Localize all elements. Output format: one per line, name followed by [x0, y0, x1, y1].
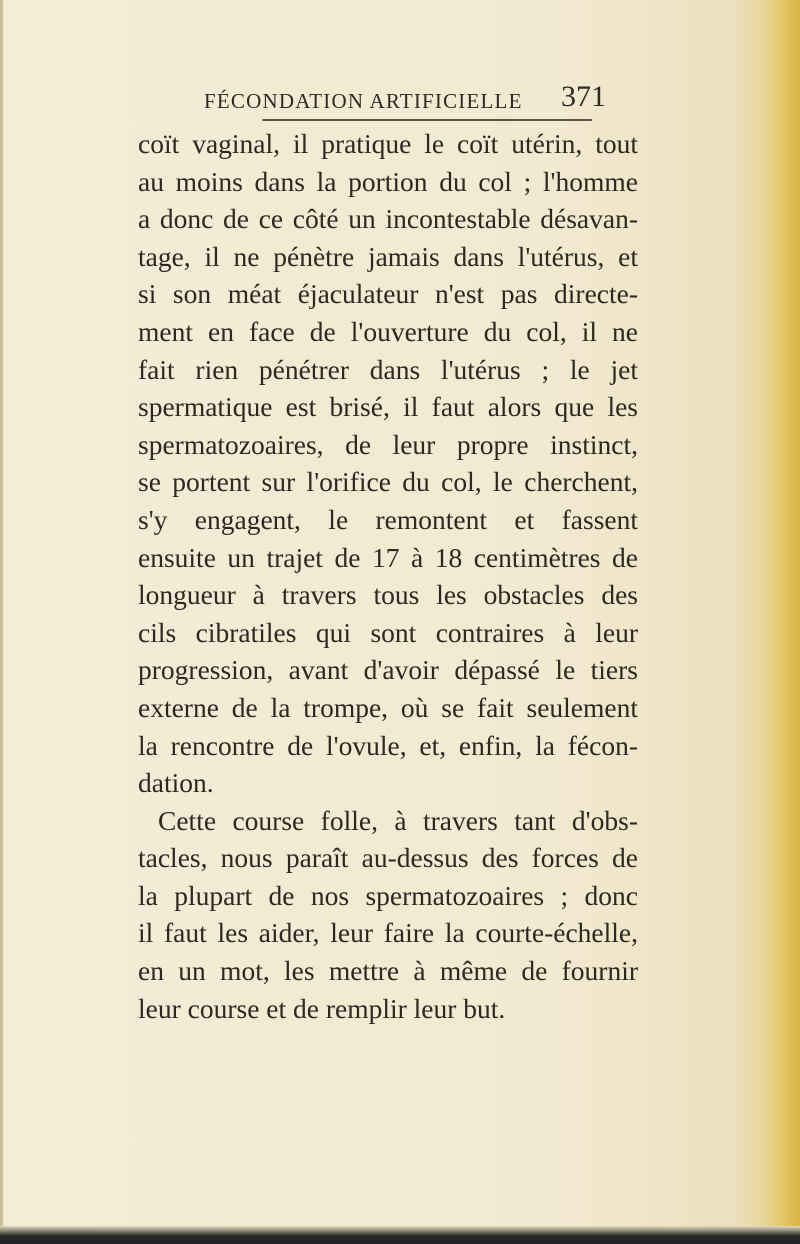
- text-line: si son méat éjaculateur n'est pas directe-: [138, 278, 638, 310]
- text-line: leur course et de remplir leur but.: [138, 992, 506, 1024]
- text-line: il faut les aider, leur faire la courte-échelle,: [138, 917, 638, 949]
- text-line: dation.: [138, 767, 214, 799]
- running-head: [204, 80, 624, 120]
- text-line: coït vaginal, il pratique le coït utérin, tout: [138, 128, 638, 159]
- text-line: s'y engagent, le remontent et fassent: [138, 503, 638, 535]
- text-line: spermatozoaires, de leur propre instinct,: [138, 428, 638, 460]
- text-line: la plupart de nos spermatozoaires ; donc: [138, 879, 638, 911]
- running-head-title: FÉCONDATION ARTIFICIELLE: [204, 89, 523, 113]
- text-line: externe de la trompe, où se fait seulement: [138, 691, 638, 723]
- text-line: la rencontre de l'ovule, et, enfin, la fécon-: [138, 729, 638, 761]
- body-text: [138, 125, 638, 1027]
- text-line: cils cibratiles qui sont contraires à leur: [138, 616, 638, 648]
- page-number: 371: [561, 80, 606, 113]
- text-line: en un mot, les mettre à même de fournir: [138, 955, 638, 987]
- text-line: a donc de ce côté un incontestable désavan-: [138, 203, 638, 235]
- header-rule: [262, 119, 592, 121]
- text-line: ensuite un trajet de 17 à 18 centimètres de: [138, 541, 638, 573]
- text-line: se portent sur l'orifice du col, le cherchent,: [138, 466, 638, 498]
- text-line: fait rien pénétrer dans l'utérus ; le jet: [138, 353, 638, 385]
- paragraph-2: [138, 802, 638, 1028]
- text-line: progression, avant d'avoir dépassé le tiers: [138, 654, 638, 686]
- text-line: tacles, nous paraît au-dessus des forces de: [138, 842, 638, 874]
- text-line: tage, il ne pénètre jamais dans l'utérus, et: [138, 240, 638, 272]
- text-line: spermatique est brisé, il faut alors que les: [138, 391, 638, 423]
- page-bottom-edge: [0, 1226, 800, 1244]
- text-line: ment en face de l'ouverture du col, il ne: [138, 315, 638, 347]
- page-right-edge-shadow: [766, 0, 800, 1244]
- text-line: Cette course folle, à travers tant d'obs-: [158, 804, 638, 836]
- text-line: longueur à travers tous les obstacles des: [138, 579, 638, 611]
- text-line: au moins dans la portion du col ; l'homme: [138, 165, 638, 197]
- paragraph-1: [138, 125, 638, 802]
- page-left-edge: [0, 0, 3, 1244]
